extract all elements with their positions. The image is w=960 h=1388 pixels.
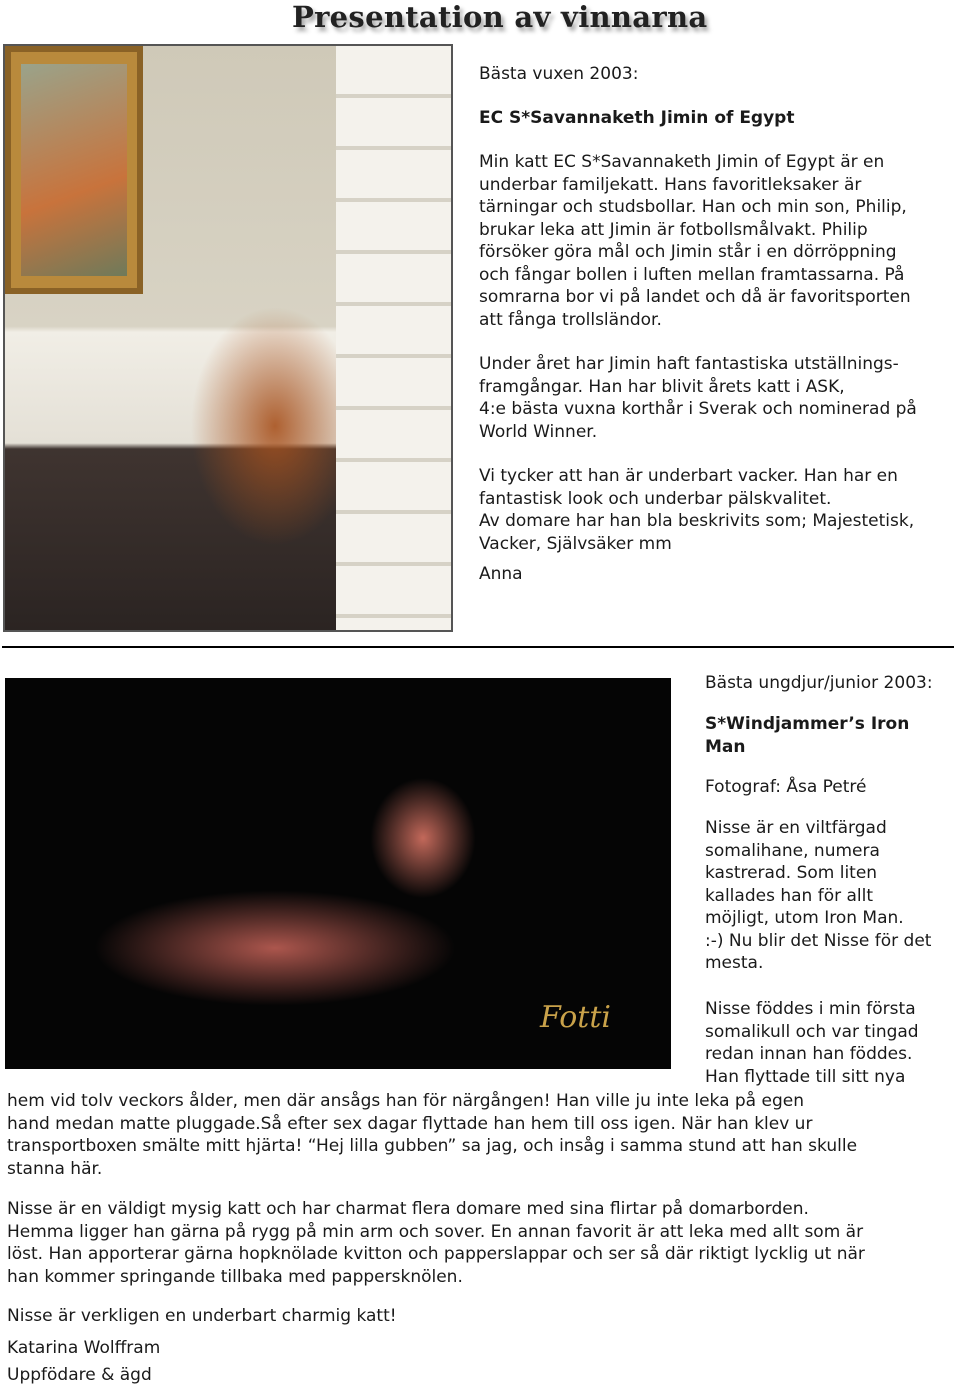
adult-paragraph-2: Under året har Jimin haft fantastiska utställnings- framgångar. Han har blivit årets katt i ASK, 4:e bästa vuxna korthår i Sverak och nominerad på World Winner.	[479, 354, 917, 442]
junior-paragraph-2-narrow: Nisse föddes i min första somalikull och var tingad redan innan han föddes. Han flyttade till sitt nya	[705, 999, 919, 1087]
painting-frame	[5, 46, 143, 294]
junior-signature-name: Katarina Wolffram	[7, 1338, 161, 1358]
photographer-signature: Fotti	[540, 999, 611, 1035]
junior-signature-role: Uppfödare & ägd	[7, 1365, 152, 1385]
junior-paragraph-4: Nisse är verkligen en underbart charmig katt!	[7, 1306, 397, 1326]
junior-photographer: Fotograf: Åsa Petré	[705, 777, 867, 797]
photo-jimin	[3, 44, 453, 632]
adult-cat-name: EC S*Savannaketh Jimin of Egypt	[479, 108, 795, 128]
tiled-stove	[336, 46, 451, 632]
junior-paragraph-3: Nisse är en väldigt mysig katt och har charmat flera domare med sina flirtar på domarborden. Hemma ligger han gärna på rygg på min arm och sover. En annan favorit är att leka med allt som är löst. Han apporterar gärna hopknölade kvitton och papperslappar och ser så där riktigt lycklig ut när han kommer springande tillbaka med pappersknölen.	[7, 1199, 865, 1287]
junior-paragraph-2-wide: hem vid tolv veckors ålder, men där ansågs han för närgången! Han ville ju inte leka på egen hand medan matte pluggade.Så efter sex dagar flyttade han hem till oss igen. När han klev ur transportboxen smälte mitt hjärta! “Hej lilla gubben” sa jag, och insåg i samma stund att han skulle stanna här.	[7, 1091, 858, 1179]
junior-cat-name: S*Windjammer’s Iron Man	[705, 714, 910, 757]
adult-paragraph-1: Min katt EC S*Savannaketh Jimin of Egypt är en underbar familjekatt. Hans favoritleksaker är tärningar och studsbollar. Han och min son, Philip, brukar leka att Jimin är fotbollsmålvakt. Philip försöker göra mål och Jimin står i en dörröppning och fångar bollen i luften mellan framtassarna. På somrarna bor vi på landet och då är favoritsporten att fånga trollsländor.	[479, 152, 911, 330]
page-title: Presentation av vinnarna	[292, 0, 708, 34]
photo-nisse	[5, 678, 671, 1069]
section-divider	[2, 646, 954, 648]
adult-category: Bästa vuxen 2003:	[479, 64, 639, 84]
junior-paragraph-1: Nisse är en viltfärgad somalihane, numera kastrerad. Som liten kallades han för allt möjligt, utom Iron Man. :-) Nu blir det Nisse för det mesta.	[705, 818, 932, 973]
adult-paragraph-3: Vi tycker att han är underbart vacker. Han har en fantastisk look och underbar pälskvalitet. Av domare har han bla beskrivits som; Majestetisk, Vacker, Självsäker mm	[479, 466, 915, 554]
adult-signature: Anna	[479, 564, 523, 584]
junior-category: Bästa ungdjur/junior 2003:	[705, 673, 933, 693]
